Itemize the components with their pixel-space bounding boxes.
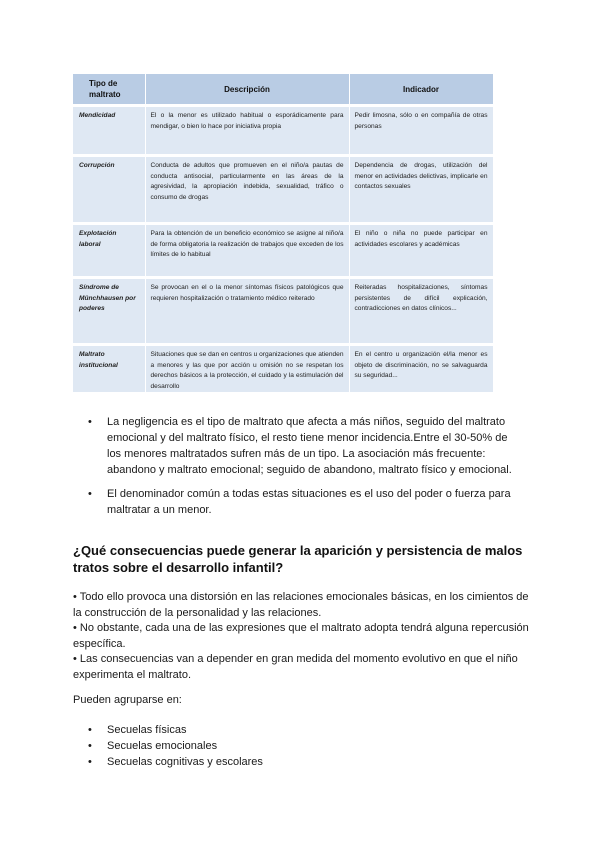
row-type: Maltrato institucional: [73, 345, 145, 407]
sequelae-list: [73, 722, 493, 770]
row-indicator: Dependencia de drogas, utilización del menor en actividades delictivas, implicarle en contactos sexuales: [349, 156, 493, 224]
table-header-row: [73, 74, 493, 106]
row-type: Síndrome de Münchhausen por poderes: [73, 278, 145, 345]
row-indicator: En el centro u organización el/la menor es objeto de discriminación, no se salvaguarda su seguridad...: [349, 345, 493, 407]
list-item: • Secuelas cognitivas y escolares: [73, 754, 493, 770]
table-row: [73, 345, 493, 407]
list-item: • Secuelas emocionales: [73, 738, 493, 754]
list-item: • El denominador común a todas estas situaciones es el uso del poder o fuerza para maltratar a un menor.: [73, 486, 523, 518]
row-description: El o la menor es utilizado habitual o esporádicamente para mendigar, o bien lo hace por iniciativa propia: [145, 106, 349, 156]
row-description: Conducta de adultos que promueven en el niño/a pautas de conducta antisocial, particularmente en las áreas de la agresividad, la apropiación indebida, sexualidad, tráfico o consumo de drogas: [145, 156, 349, 224]
paragraph: • Todo ello provoca una distorsión en las relaciones emocionales básicas, en los cimientos de la construcción de la personalidad y las relaciones.: [73, 591, 529, 619]
bullet-block-1: [73, 414, 523, 478]
paragraph: • No obstante, cada una de las expresiones que el maltrato adopta tendrá alguna repercusión específica.: [73, 622, 529, 650]
consequences-paragraphs: [73, 590, 533, 683]
list-item: • La negligencia es el tipo de maltrato que afecta a más niños, seguido del maltrato emocional y del maltrato físico, el resto tiene menor incidencia.Entre el 30-50% de los menores maltratados sufren más de un tipo. La asociación más frecuente: abandono y maltrato emocional; seguido de abandono, maltrato físico y emocional.: [73, 414, 523, 478]
row-description: Situaciones que se dan en centros u organizaciones que atienden a menores y las que por acción u omisión no se respetan los derechos básicos a la protección, el cuidado y la estimulación del desarrollo: [145, 345, 349, 407]
section-heading: ¿Qué consecuencias puede generar la aparición y persistencia de malos tratos sobre el desarrollo infantil?: [73, 543, 523, 575]
row-type: Mendicidad: [73, 106, 145, 156]
table-row: [73, 278, 493, 345]
maltrato-table-image: [73, 74, 493, 392]
row-description: Para la obtención de un beneficio económico se asigne al niño/a de forma obligatoria la realización de trabajos que exceden de los límites de lo habitual: [145, 224, 349, 278]
table-row: [73, 156, 493, 224]
bullet-block-2: [73, 486, 523, 518]
group-intro: Pueden agruparse en:: [73, 694, 182, 706]
paragraph: • Las consecuencias van a depender en gran medida del momento evolutivo en que el niño experimenta el maltrato.: [73, 653, 518, 681]
row-indicator: Pedir limosna, sólo o en compañía de otras personas: [349, 106, 493, 156]
header-indicador: Indicador: [349, 74, 493, 106]
row-type: Explotación laboral: [73, 224, 145, 278]
row-description: Se provocan en el o la menor síntomas físicos patológicos que requieren hospitalización o tratamiento médico reiterado: [145, 278, 349, 345]
header-descripcion: Descripción: [145, 74, 349, 106]
table-row: [73, 224, 493, 278]
header-tipo: Tipo de maltrato: [73, 74, 145, 106]
row-indicator: Reiteradas hospitalizaciones, síntomas persistentes de difícil explicación, contradicciones en datos clínicos...: [349, 278, 493, 345]
row-indicator: El niño o niña no puede participar en actividades escolares y académicas: [349, 224, 493, 278]
list-item: • Secuelas físicas: [73, 722, 493, 738]
row-type: Corrupción: [73, 156, 145, 224]
maltrato-table: [73, 74, 494, 406]
table-row: [73, 106, 493, 156]
